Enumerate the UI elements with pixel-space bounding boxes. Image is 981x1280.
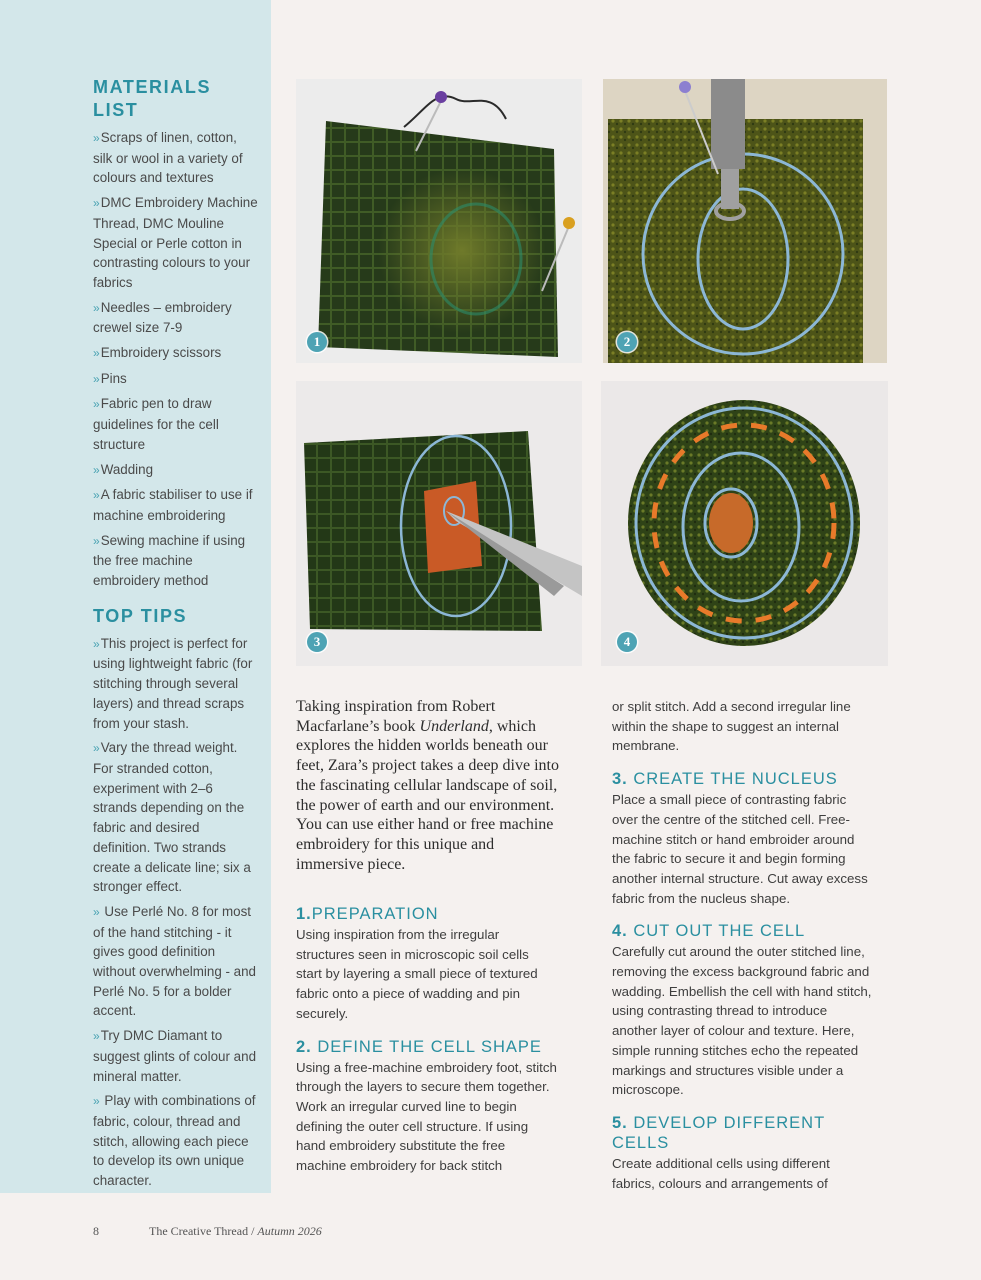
step-photo-2 xyxy=(603,79,887,363)
list-item: »Embroidery scissors xyxy=(93,345,222,361)
step-heading: 4. CUT OUT THE CELL xyxy=(612,922,806,941)
list-item: »DMC Embroidery Machine Thread, DMC Mouline Special or Perle cotton in contrasting colours to your fabrics xyxy=(93,195,258,290)
step-badge: 2 xyxy=(617,332,637,352)
steps-column-2 xyxy=(612,697,874,1193)
chevron-icon: » xyxy=(93,131,100,145)
step-heading: 1.PREPARATION xyxy=(296,905,439,923)
chevron-icon: » xyxy=(93,741,100,756)
magazine-name: The Creative Thread xyxy=(149,1224,249,1238)
embroidered-fabric-square-with-pins-icon xyxy=(296,79,582,363)
sidebar-content xyxy=(93,76,259,1196)
chevron-icon: » xyxy=(93,904,100,919)
step-badge: 4 xyxy=(617,632,637,652)
step-heading: 5. DEVELOP DIFFERENT CELLS xyxy=(612,1113,825,1152)
list-item: »Scraps of linen, cotton, silk or wool in a variety of colours and textures xyxy=(93,130,243,186)
book-title: Underland xyxy=(419,717,489,735)
list-item: »Wadding xyxy=(93,461,154,477)
sidebar xyxy=(0,0,271,1193)
step-badge: 3 xyxy=(307,632,327,652)
list-item: » Play with combinations of fabric, colour, thread and stitch, allowing each piece to develop its own unique character. xyxy=(93,1093,256,1189)
chevron-icon: » xyxy=(93,533,100,548)
tips-heading: TOP TIPS xyxy=(93,605,188,626)
step-photo-1 xyxy=(296,79,582,363)
issue-name: Autumn 2026 xyxy=(257,1224,322,1238)
continued-text: or split stitch. Add a second irregular line within the shape to suggest an internal membrane. xyxy=(612,699,851,754)
materials-list xyxy=(93,128,259,591)
chevron-icon: » xyxy=(93,488,100,503)
chevron-icon: » xyxy=(93,371,100,386)
list-item: » Use Perlé No. 8 for most of the hand stitching - it gives good definition without overwhelming - and Perlé No. 5 for a bolder accent. xyxy=(93,903,257,1019)
step-body: Carefully cut around the outer stitched line, removing the excess background fabric and wadding. Embellish the cell with hand stitch, using contrasting thread to introduce another layer of colour and texture. Here, simple running stitches echo the repeated markings and structures visible under a microscope. xyxy=(612,944,872,1098)
list-item: »Try DMC Diamant to suggest glints of colour and mineral matter. xyxy=(93,1028,257,1084)
step-body: Using inspiration from the irregular structures seen in microscopic soil cells start by layering a small piece of textured fabric onto a piece of wadding and pin securely. xyxy=(296,927,538,1021)
list-item: »Pins xyxy=(93,370,127,386)
chevron-icon: » xyxy=(93,1094,100,1109)
finished-cell-embroidery-icon xyxy=(601,381,888,666)
chevron-icon: » xyxy=(93,397,100,412)
list-item: »Fabric pen to draw guidelines for the cell structure xyxy=(93,396,219,452)
step-body: Create additional cells using different fabrics, colours and arrangements of xyxy=(612,1155,830,1191)
chevron-icon: » xyxy=(93,196,100,211)
step-badge: 1 xyxy=(307,332,327,352)
chevron-icon: » xyxy=(93,300,100,315)
list-item: »This project is perfect for using lightweight fabric (for stitching through several layers) and thread scraps from your stash. xyxy=(93,635,253,731)
step-heading: 3. CREATE THE NUCLEUS xyxy=(612,770,838,789)
step-body: Using a free-machine embroidery foot, stitch through the layers to secure them together. Work an irregular curved line to begin defining the outer cell structure. If using hand embroidery substitute the free machine embroidery for back stitch xyxy=(296,1059,557,1174)
list-item: »Vary the thread weight. For stranded cotton, experiment with 2–6 strands depending on the fabric and desired definition. Two strands create a delicate line; six a stronger effect. xyxy=(93,740,251,895)
page-footer: 8 The Creative Thread / Autumn 2026 xyxy=(93,1224,322,1238)
materials-heading: MATERIALS LIST xyxy=(93,77,212,120)
step-photo-4 xyxy=(601,381,888,666)
list-item: »Needles – embroidery crewel size 7-9 xyxy=(93,299,232,336)
scissors-cutting-orange-fabric-icon xyxy=(296,381,582,666)
chevron-icon: » xyxy=(93,462,100,477)
step-photo-3 xyxy=(296,381,582,666)
tips-list xyxy=(93,634,259,1191)
step-body: Place a small piece of contrasting fabric over the centre of the stitched cell. Free-machine stitch or hand embroider around the fabric to secure it and begin forming another internal structure. Cut away excess fabric from the nucleus shape. xyxy=(612,792,868,906)
sewing-machine-foot-stitching-icon xyxy=(603,79,887,363)
step-heading: 2. DEFINE THE CELL SHAPE xyxy=(296,1037,542,1056)
list-item: »Sewing machine if using the free machine embroidery method xyxy=(93,532,246,589)
chevron-icon: » xyxy=(93,346,100,361)
page-number: 8 xyxy=(93,1224,99,1238)
chevron-icon: » xyxy=(93,636,100,651)
steps-column-1 xyxy=(296,904,558,1176)
chevron-icon: » xyxy=(93,1029,100,1044)
list-item: »A fabric stabiliser to use if machine embroidering xyxy=(93,487,253,523)
intro-paragraph: Taking inspiration from Robert Macfarlane’s book Underland, which explores the hidden worlds beneath our feet, Zara’s project takes a deep dive into the fascinating cellular landscape of soil, the power of earth and our environment. You can use either hand or free machine embroidery for this unique and immersive piece. xyxy=(296,698,559,873)
